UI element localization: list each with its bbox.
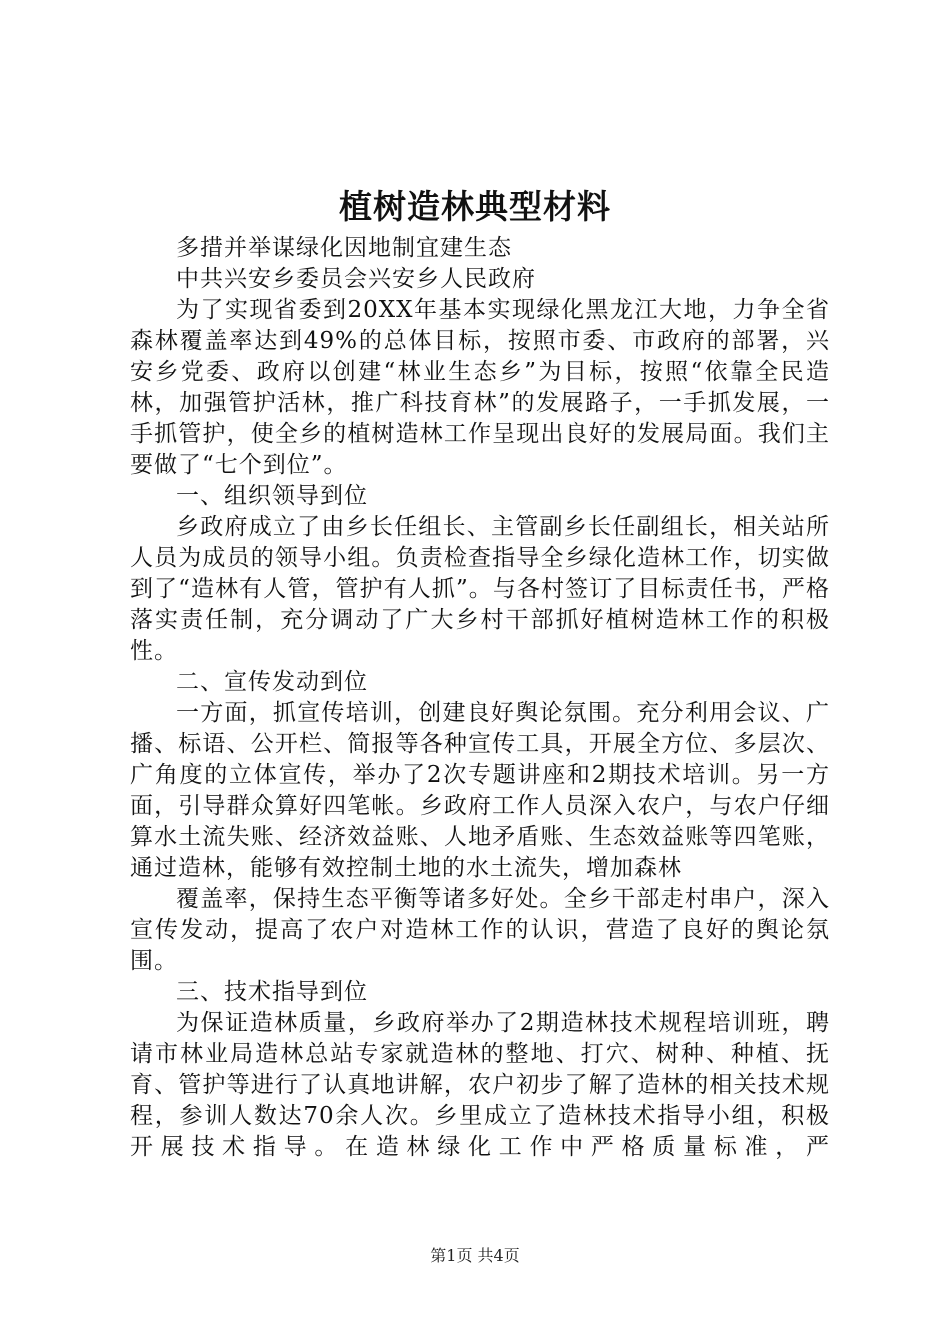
section-2-paragraph-continued: 覆盖率，保持生态平衡等诸多好处。全乡干部走村串户，深入宣传发动，提高了农户对造林工作的认识，营造了良好的舆论氛围。 bbox=[130, 886, 830, 974]
section-2-paragraph: 一方面，抓宣传培训，创建良好舆论氛围。充分利用会议、广播、标语、公开栏、简报等各种宣传工具，开展全方位、多层次、广角度的立体宣传，举办了2次专题讲座和2期技术培训。另一方面，引导群众算好四笔帐。乡政府工作人员深入农户，与农户仔细算水土流失账、经济效益账、人地矛盾账、生态效益账等四笔账，通过造林，能够有效控制土地的水土流失，增加森林 bbox=[130, 700, 830, 881]
section-heading-2: 二、宣传发动到位 bbox=[176, 669, 368, 695]
subtitle: 多措并举谋绿化因地制宜建生态 bbox=[176, 235, 512, 261]
author-line: 中共兴安乡委员会兴安乡人民政府 bbox=[176, 266, 536, 292]
page-footer: 第1页 共4页 bbox=[430, 1246, 520, 1265]
section-heading-1: 一、组织领导到位 bbox=[176, 483, 368, 509]
document-title: 植树造林典型材料 bbox=[339, 187, 611, 226]
section-1-paragraph: 乡政府成立了由乡长任组长、主管副乡长任副组长，相关站所人员为成员的领导小组。负责检查指导全乡绿化造林工作，切实做到了“造林有人管，管护有人抓”。与各村签订了目标责任书，严格落实责任制，充分调动了广大乡村干部抓好植树造林工作的积极性。 bbox=[130, 514, 830, 664]
document-body bbox=[130, 233, 830, 1163]
intro-paragraph: 为了实现省委到20XX年基本实现绿化黑龙江大地，力争全省森林覆盖率达到49%的总体目标，按照市委、市政府的部署，兴安乡党委、政府以创建“林业生态乡”为目标，按照“依靠全民造林，加强管护活林，推广科技育林”的发展路子，一手抓发展，一手抓管护，使全乡的植树造林工作呈现出良好的发展局面。我们主要做了“七个到位”。 bbox=[130, 297, 830, 478]
section-3-paragraph: 为保证造林质量，乡政府举办了2期造林技术规程培训班，聘请市林业局造林总站专家就造林的整地、打穴、树种、种植、抚育、管护等进行了认真地讲解，农户初步了解了造林的相关技术规程，参训人数达70余人次。乡里成立了造林技术指导小组，积极开展技术指导。在造林绿化工作中严格质量标准，严 bbox=[130, 1010, 830, 1160]
section-heading-3: 三、技术指导到位 bbox=[176, 979, 368, 1005]
